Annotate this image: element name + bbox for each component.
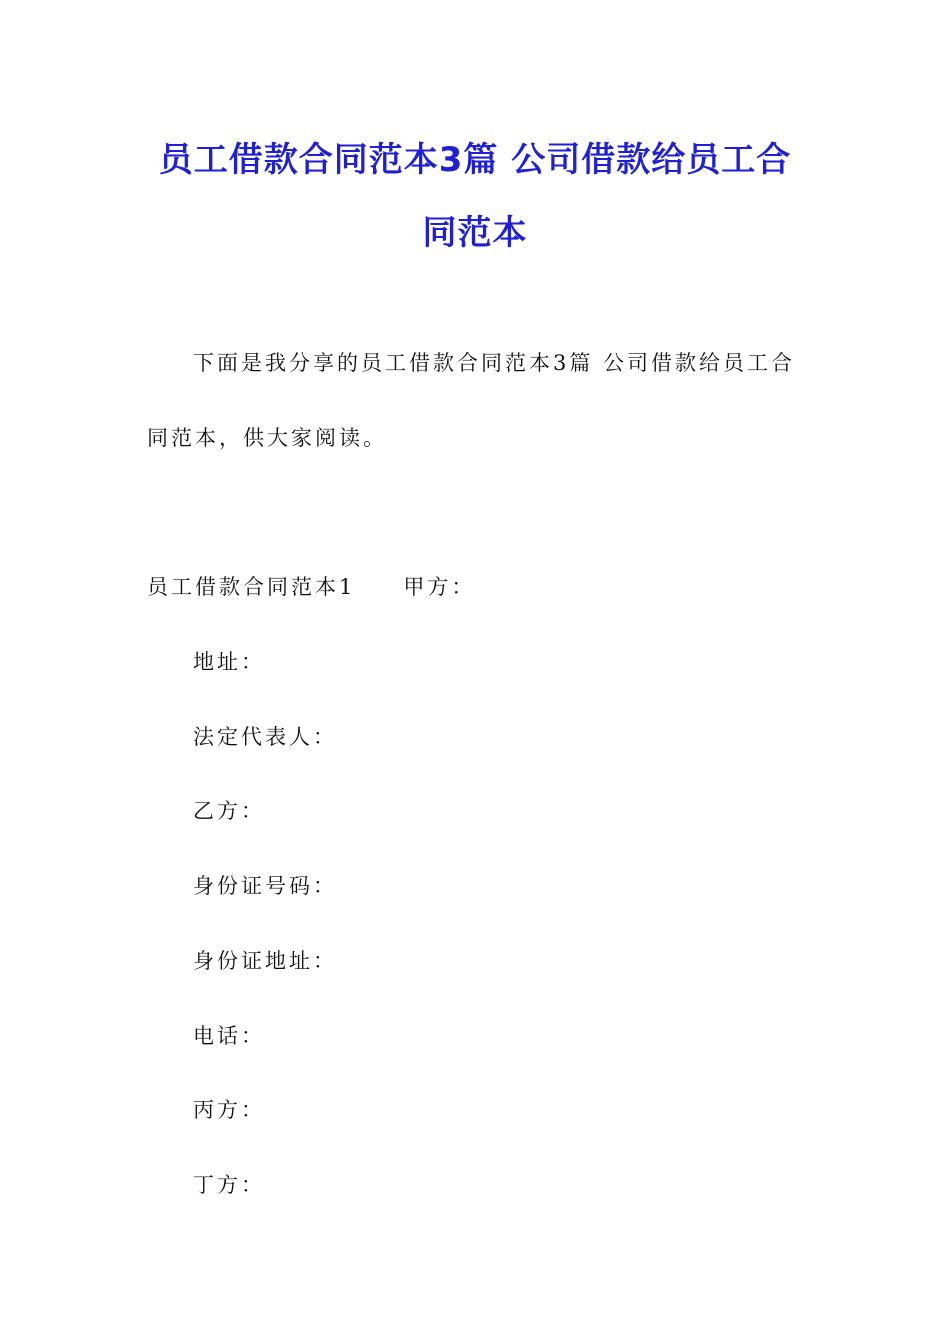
field-address: 地址： [193,650,265,674]
section-heading: 员工借款合同范本1 [147,575,356,599]
field-id-number: 身份证号码： [193,874,337,898]
intro-paragraph-line-2: 同范本，供大家阅读。 [147,426,387,450]
field-legal-representative: 法定代表人： [193,725,337,749]
intro-paragraph-line-1: 下面是我分享的员工借款合同范本3篇 公司借款给员工合 [193,351,796,375]
field-party-b: 乙方： [193,799,265,823]
section-heading-row [147,571,475,601]
field-party-d: 丁方： [193,1173,265,1197]
document-title-line-1: 员工借款合同范本3篇 公司借款给员工合 [158,140,792,180]
field-party-c: 丙方： [193,1098,265,1122]
document-title-line-2: 同范本 [422,213,528,253]
party-a-label: 甲方： [403,575,476,599]
field-id-address: 身份证地址： [193,949,337,973]
field-phone: 电话： [193,1024,265,1048]
